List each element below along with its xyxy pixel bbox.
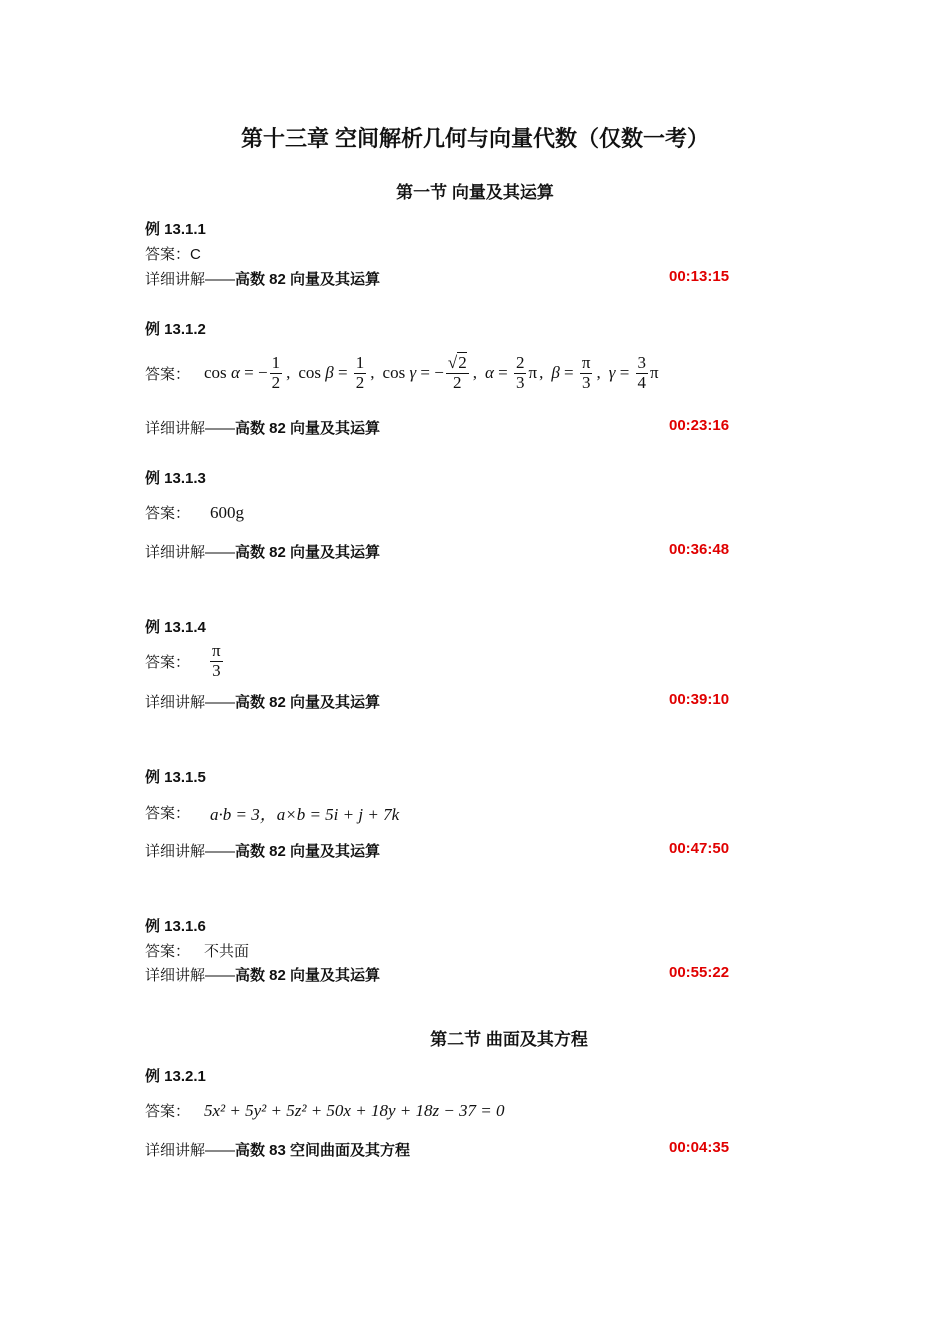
example-title: 例 13.1.5	[145, 769, 206, 786]
detail-link[interactable]	[145, 268, 380, 289]
detail-prefix: 详细讲解——	[145, 544, 236, 561]
detail-link[interactable]	[145, 417, 380, 438]
example-title: 例 13.1.6	[145, 918, 206, 935]
example-title: 例 13.1.4	[145, 619, 206, 636]
answer-line	[145, 800, 399, 825]
detail-link[interactable]	[145, 1139, 410, 1160]
answer-value: 不共面	[204, 943, 250, 960]
answer-line	[145, 642, 225, 680]
lecture-name: 高数 82 向量及其运算	[235, 544, 381, 561]
timestamp[interactable]: 00:39:10	[669, 691, 730, 708]
answer-value: a·b = 3，a×b = 5i + j + 7k	[210, 805, 400, 824]
example-title: 例 13.1.1	[145, 221, 206, 238]
example-title: 例 13.1.2	[145, 321, 206, 338]
timestamp[interactable]: 00:47:50	[669, 840, 730, 857]
answer-formula: cos α = − $\frac{1}{2}$ , cos β = $\frac{1}{2}$ , cos γ = − $\frac{√2}{2}$ , α = $\frac{2}{3}$ π , β = $\frac{\pi}{3}$ , γ = $\frac{3}{4}$ π	[204, 353, 659, 392]
answer-label: 答案：	[145, 943, 191, 960]
lecture-name: 高数 82 向量及其运算	[235, 967, 381, 984]
detail-prefix: 详细讲解——	[145, 843, 236, 860]
answer-value: 5x² + 5y² + 5z² + 50x + 18y + 18z − 37 = 0	[204, 1100, 505, 1120]
answer-line	[145, 1100, 505, 1121]
timestamp[interactable]: 00:36:48	[669, 541, 730, 558]
answer-line	[145, 354, 659, 392]
answer-value: 600g	[210, 502, 245, 522]
example-title: 例 13.1.3	[145, 470, 206, 487]
answer-label: 答案：	[145, 365, 191, 383]
detail-prefix: 详细讲解——	[145, 271, 236, 288]
timestamp[interactable]: 00:04:35	[669, 1139, 730, 1156]
section-title-1: 第一节 向量及其运算	[396, 183, 554, 202]
lecture-name: 高数 82 向量及其运算	[235, 420, 381, 437]
detail-link[interactable]	[145, 964, 380, 985]
answer-label: 答案：	[145, 246, 191, 263]
timestamp[interactable]: 00:23:16	[669, 417, 730, 434]
detail-prefix: 详细讲解——	[145, 967, 236, 984]
detail-link[interactable]	[145, 541, 380, 562]
section-title-2: 第二节 曲面及其方程	[430, 1030, 588, 1049]
detail-prefix: 详细讲解——	[145, 1142, 236, 1159]
lecture-name: 高数 83 空间曲面及其方程	[235, 1142, 411, 1159]
answer-line	[145, 940, 249, 961]
answer-line	[145, 243, 201, 264]
example-title: 例 13.2.1	[145, 1068, 206, 1085]
lecture-name: 高数 82 向量及其运算	[235, 694, 381, 711]
answer-value: C	[190, 246, 201, 263]
detail-prefix: 详细讲解——	[145, 694, 236, 711]
lecture-name: 高数 82 向量及其运算	[235, 271, 381, 288]
detail-prefix: 详细讲解——	[145, 420, 236, 437]
answer-line	[145, 502, 244, 523]
answer-label: 答案：	[145, 653, 191, 671]
lecture-name: 高数 82 向量及其运算	[235, 843, 381, 860]
answer-label: 答案：	[145, 805, 191, 822]
answer-fraction: $\frac{\pi}{3}$	[212, 641, 221, 680]
timestamp[interactable]: 00:13:15	[669, 268, 730, 285]
chapter-title: 第十三章 空间解析几何与向量代数（仅数一考）	[240, 126, 710, 151]
detail-link[interactable]	[145, 840, 380, 861]
answer-label: 答案：	[145, 505, 191, 522]
timestamp[interactable]: 00:55:22	[669, 964, 730, 981]
detail-link[interactable]	[145, 691, 380, 712]
answer-label: 答案：	[145, 1103, 191, 1120]
